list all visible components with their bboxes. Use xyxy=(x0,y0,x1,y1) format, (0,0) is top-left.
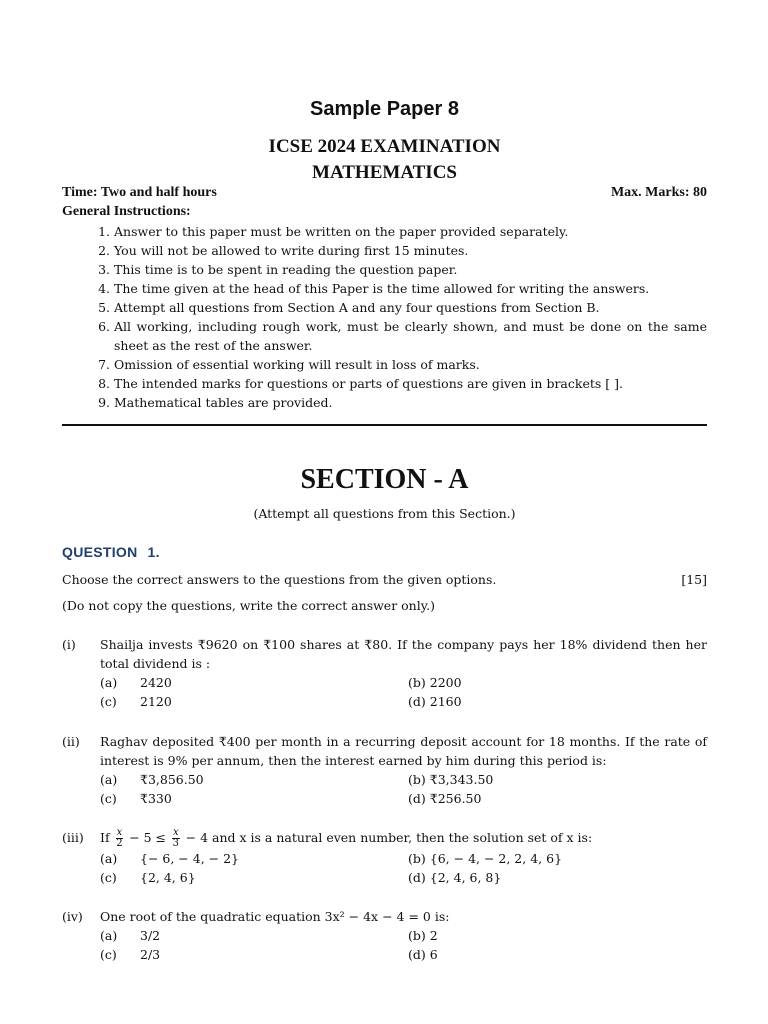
instruction-item: 6. All working, including rough work, must be clearly shown, and must be done on the same sheet as the rest of the answer. xyxy=(98,319,707,353)
question-instruction: Choose the correct answers to the questions from the given options. [15] xyxy=(62,572,707,587)
option-b: (b) {6, − 4, − 2, 2, 4, 6} xyxy=(408,851,563,866)
fraction: $\frac{x}{2}$ xyxy=(116,827,123,849)
instruction-item: 5. Attempt all questions from Section A and any four questions from Section B. xyxy=(98,300,600,315)
question-stem: Shailja invests ₹9620 on ₹100 shares at ₹80. If the company pays her 18% dividend then her total dividend is : xyxy=(100,637,707,671)
paper-title: Sample Paper 8 xyxy=(310,98,459,120)
option-b: (b) 2200 xyxy=(408,675,462,690)
question-item-number: (ii) xyxy=(62,734,80,749)
time-allowed: Time: Two and half hours xyxy=(62,185,217,200)
question-item-number: (i) xyxy=(62,637,76,652)
instruction-item: 8. The intended marks for questions or parts of questions are given in brackets [ ]. xyxy=(98,376,623,391)
option-c: (c) 2/3 xyxy=(100,947,161,962)
instruction-item: 7. Omission of essential working will result in loss of marks. xyxy=(98,357,480,372)
options xyxy=(100,849,707,887)
option-a: (a) ₹3,856.50 xyxy=(100,772,204,787)
option-d: (d) 2160 xyxy=(408,694,462,709)
option-d: (d) {2, 4, 6, 8} xyxy=(408,870,502,885)
instruction-item: 2. You will not be allowed to write during first 15 minutes. xyxy=(98,243,469,258)
section-title: SECTION - A xyxy=(300,464,469,495)
instruction-item: 3. This time is to be spent in reading the question paper. xyxy=(98,262,458,277)
option-a: (a) {− 6, − 4, − 2} xyxy=(100,851,239,866)
instruction-item: 1. Answer to this paper must be written on the paper provided separately. xyxy=(98,224,569,239)
question-label: QUESTION xyxy=(62,544,138,560)
option-b: (b) ₹3,343.50 xyxy=(408,772,494,787)
question-marks: [15] xyxy=(681,572,707,587)
question-note: (Do not copy the questions, write the correct answer only.) xyxy=(62,598,435,613)
option-a: (a) 3/2 xyxy=(100,928,161,943)
section-subtitle: (Attempt all questions from this Section.) xyxy=(253,506,516,521)
option-c: (c) 2120 xyxy=(100,694,172,709)
subject-name: MATHEMATICS xyxy=(312,162,457,183)
question-item xyxy=(62,635,707,711)
question-item xyxy=(62,907,707,964)
option-d: (d) 6 xyxy=(408,947,438,962)
question-number: 1. xyxy=(147,544,160,560)
options xyxy=(100,770,707,808)
instructions-heading: General Instructions: xyxy=(62,204,191,219)
question-item xyxy=(62,732,707,808)
question-item-number: (iv) xyxy=(62,909,83,924)
option-b: (b) 2 xyxy=(408,928,438,943)
divider-rule xyxy=(62,424,707,426)
paper-meta xyxy=(62,185,707,201)
instruction-item: 4. The time given at the head of this Paper is the time allowed for writing the answers. xyxy=(98,281,650,296)
question-stem: If $\frac{x}{2}$ − 5 ≤ $\frac{x}{3}$ − 4 and x is a natural even number, then the solution set of x is: xyxy=(100,827,593,849)
fraction: $\frac{x}{3}$ xyxy=(172,827,180,849)
question-heading xyxy=(62,544,160,560)
instructions-list xyxy=(62,222,707,412)
options xyxy=(100,673,707,711)
option-c: (c) {2, 4, 6} xyxy=(100,870,196,885)
option-d: (d) ₹256.50 xyxy=(408,791,482,806)
option-a: (a) 2420 xyxy=(100,675,172,690)
question-item xyxy=(62,828,707,887)
options xyxy=(100,926,707,964)
question-item-number: (iii) xyxy=(62,830,84,845)
exam-name: ICSE 2024 EXAMINATION xyxy=(268,136,501,157)
max-marks: Max. Marks: 80 xyxy=(610,185,707,200)
option-c: (c) ₹330 xyxy=(100,791,172,806)
instruction-item: 9. Mathematical tables are provided. xyxy=(98,395,333,410)
question-stem: Raghav deposited ₹400 per month in a recurring deposit account for 18 months. If the rate of interest is 9% per annum, then the interest earned by him during this period is: xyxy=(100,734,707,768)
question-stem: One root of the quadratic equation 3x² − 4x − 4 = 0 is: xyxy=(100,909,450,924)
